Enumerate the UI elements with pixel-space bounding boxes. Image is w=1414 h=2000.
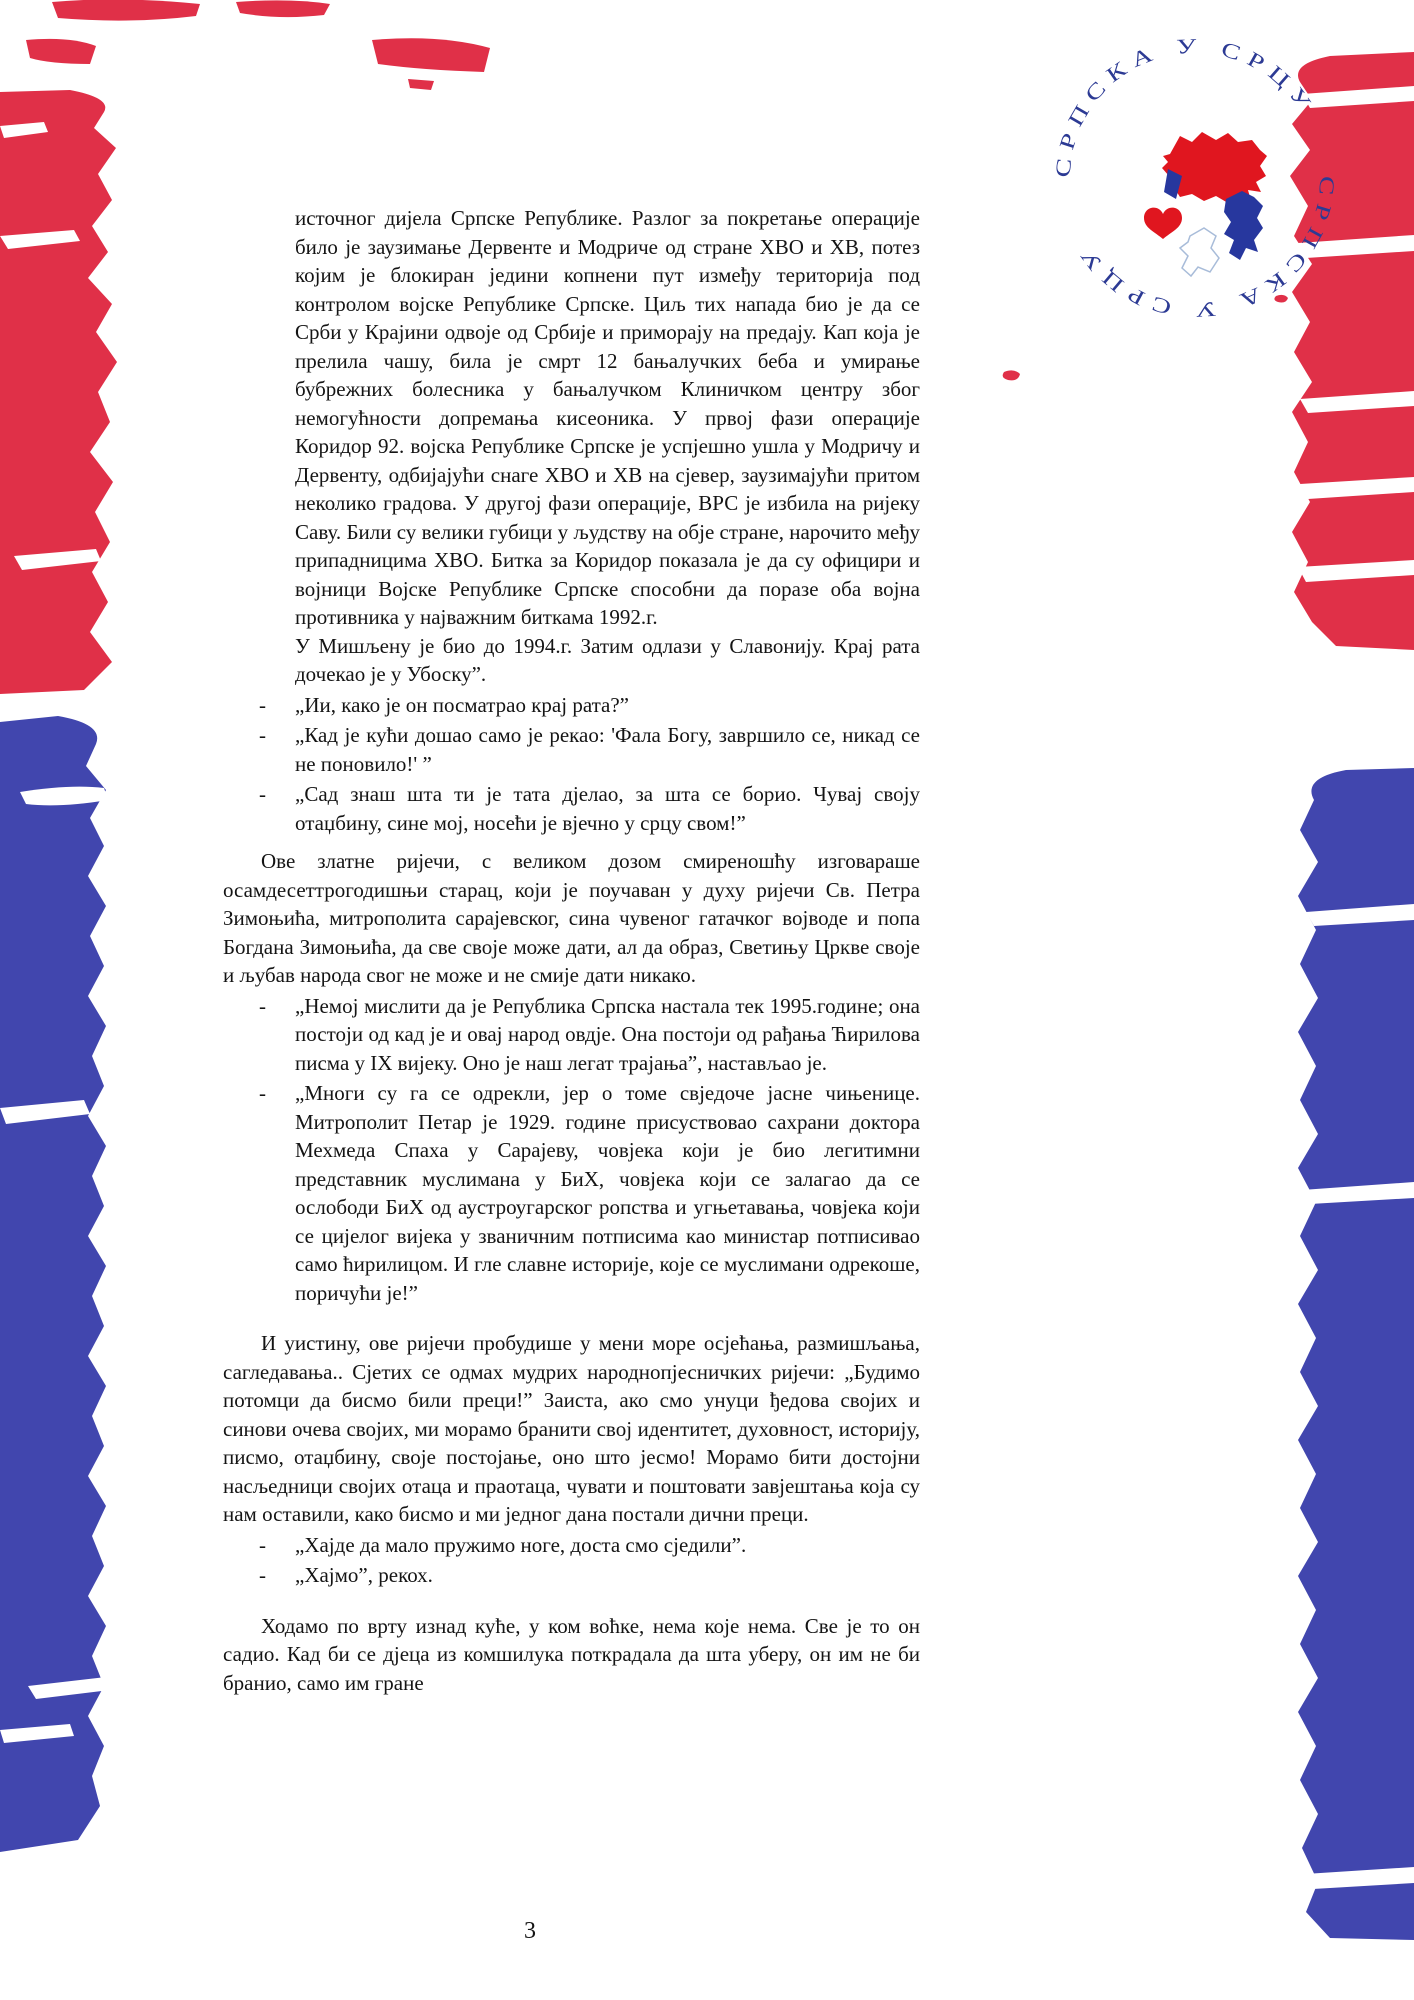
logo-map-federation-outline [1180,228,1219,276]
list-item-text: „Хајмо”, рекох. [295,1563,433,1587]
dialogue-list [223,992,920,1308]
splatter-top-blob [372,38,490,72]
dialogue-list [223,1531,920,1590]
paragraph: Ходамо по врту изнад куће, у ком воћке, нема које нема. Све је то он садио. Кад би се дјеца из комшилука поткрадала да шта уберу, он им не би бранио, само им гране [223,1613,920,1695]
dash-marker: - [259,1081,266,1105]
dash-marker: - [259,1532,266,1557]
paint-splatter-left-red [0,90,117,694]
list-item-text: „Хајде да мало пружимо ноге, доста смо сједили”. [295,1532,747,1557]
splatter-top-streak [52,0,200,21]
splatter-top-streak [236,0,330,17]
paint-splatter-right-blue [1298,768,1414,1940]
list-item-text: „Многи су га се одрекли, јер о томе свједоче јасне чињенице. Митрополит Петар је 1929. године присуствовао сахрани доктора Мехмеда Спаха у Сарајеву, човјека који је био легитимни представник муслимана у БиХ, човјека који се залагао да се ослободи БиХ од аустроугарског ропства и угњетавања, човјека који се цијелог вијека у званичним потписима као министар потписивао само ћирилицом. И гле славне историје, које се муслимани одрекоше, поричући је!” [295,1081,920,1305]
paragraph: Ове златне ријечи, с великом дозом смиреношћу изговараше осамдесеттрогодишњи старац, који је поучаван у духу ријечи Св. Петра Зимоњића, митрополита сарајевског, сина чувеног гатачког војводе и попа Богдана Зимоњића, да све своје може дати, ал да образ, Светињу Цркве своје и љубав народа свог не може и не смије дати никако. [223,849,920,987]
splatter-top-blob [26,39,96,64]
quote-paragraph: источног дијела Српске Републике. Разлог за покретање операције било је заузимање Дервенте и Модриче од стране ХВО и ХВ, потез којим је блокиран једини копнени пут између територија под контролом војске Републике Српске. Циљ тих напада био је да се Срби у Крајини одвоје од Србије и приморају на предају. Кап која је прелила чашу, била је смрт 12 бањалучких беба и умирање бубрежних болесника у бањалучком Клиничком центру због немогућности допремања кисеоника. У првој фази операције Коридор 92. војска Републике Српске је успјешно ушла у Модричу и Дервенту, одбијајући снаге ХВО и ХВ на сјевер, заузимајући притом неколико градова. У другој фази операције, ВРС је избила на ријеку Саву. Били су велики губици у људству на обје стране, нарочито међу припадницима ХВО. Битка за Коридор показала је да су официри и војници Војске Републике Српске способни да поразе оба војна противника у најважним биткама 1992.г. [295,206,920,629]
dash-marker: - [259,993,266,1018]
list-item [223,1561,920,1590]
page-number: 3 [524,1918,536,1944]
list-item [223,1079,920,1307]
splatter-top-dash [408,79,434,90]
list-item-text: „Кад је кући дошао само је рекао: 'Фала Богу, завршило се, никад се не поновило!' ” [295,723,920,776]
page-text [223,204,920,1697]
dash-marker: - [259,1563,266,1587]
dash-marker: - [259,723,266,747]
list-item-text: „Ии, како је он посматрао крај рата?” [295,692,630,717]
list-item [223,721,920,778]
paragraph: И уистину, ове ријечи пробудише у мени море осјећања, размишљања, сагледавања.. Сјетих се одмах мудрих народнопјесничких ријечи: „Будимо потомци да бисмо били преци!” Заиста, ако смо унуци ђедова својих и синови очева својих, ми морамо бранити свој идентитет, духовност, историју, писмо, отаџбину, своје постојање, оно што јесмо! Морамо бити достојни насљедници својих отаца и праотаца, чувати и поштовати завјештања која су нам оставили, како бисмо и ми једног дана постали дични преци. [223,1331,920,1526]
srpska-u-srcu-logo [1030,36,1360,328]
list-item-text: „Сад знаш шта ти је тата дјелао, за шта се борио. Чувај своју отаџбину, сине мој, носећи је вјечно у срцу свом!” [295,782,920,835]
list-item [223,691,920,720]
logo-circular-text: СРПСКА У СРЦУ СРПСКА У СРЦУ [1050,36,1340,323]
quote-block [295,204,920,689]
dialogue-list [223,691,920,838]
heart-icon [1144,208,1182,239]
list-item [223,780,920,837]
list-item [223,992,920,1078]
list-item-text: „Немој мислити да је Република Српска настала тек 1995.године; она постоји од кад је и овај народ овдје. Она постоји од рађања Ћирилова писма у IX вијеку. Оно је наш легат трајања”, настављао је. [295,993,920,1075]
logo-map-blue-east [1224,191,1263,260]
dash-marker: - [259,782,266,806]
quote-paragraph: У Мишљену је био до 1994.г. Затим одлази у Славонију. Крај рата дочекао је у Убоску”. [295,633,920,686]
list-item [223,1531,920,1560]
logo-map-red-region [1162,132,1267,203]
splatter-speck [1003,370,1020,380]
dash-marker: - [259,692,266,717]
